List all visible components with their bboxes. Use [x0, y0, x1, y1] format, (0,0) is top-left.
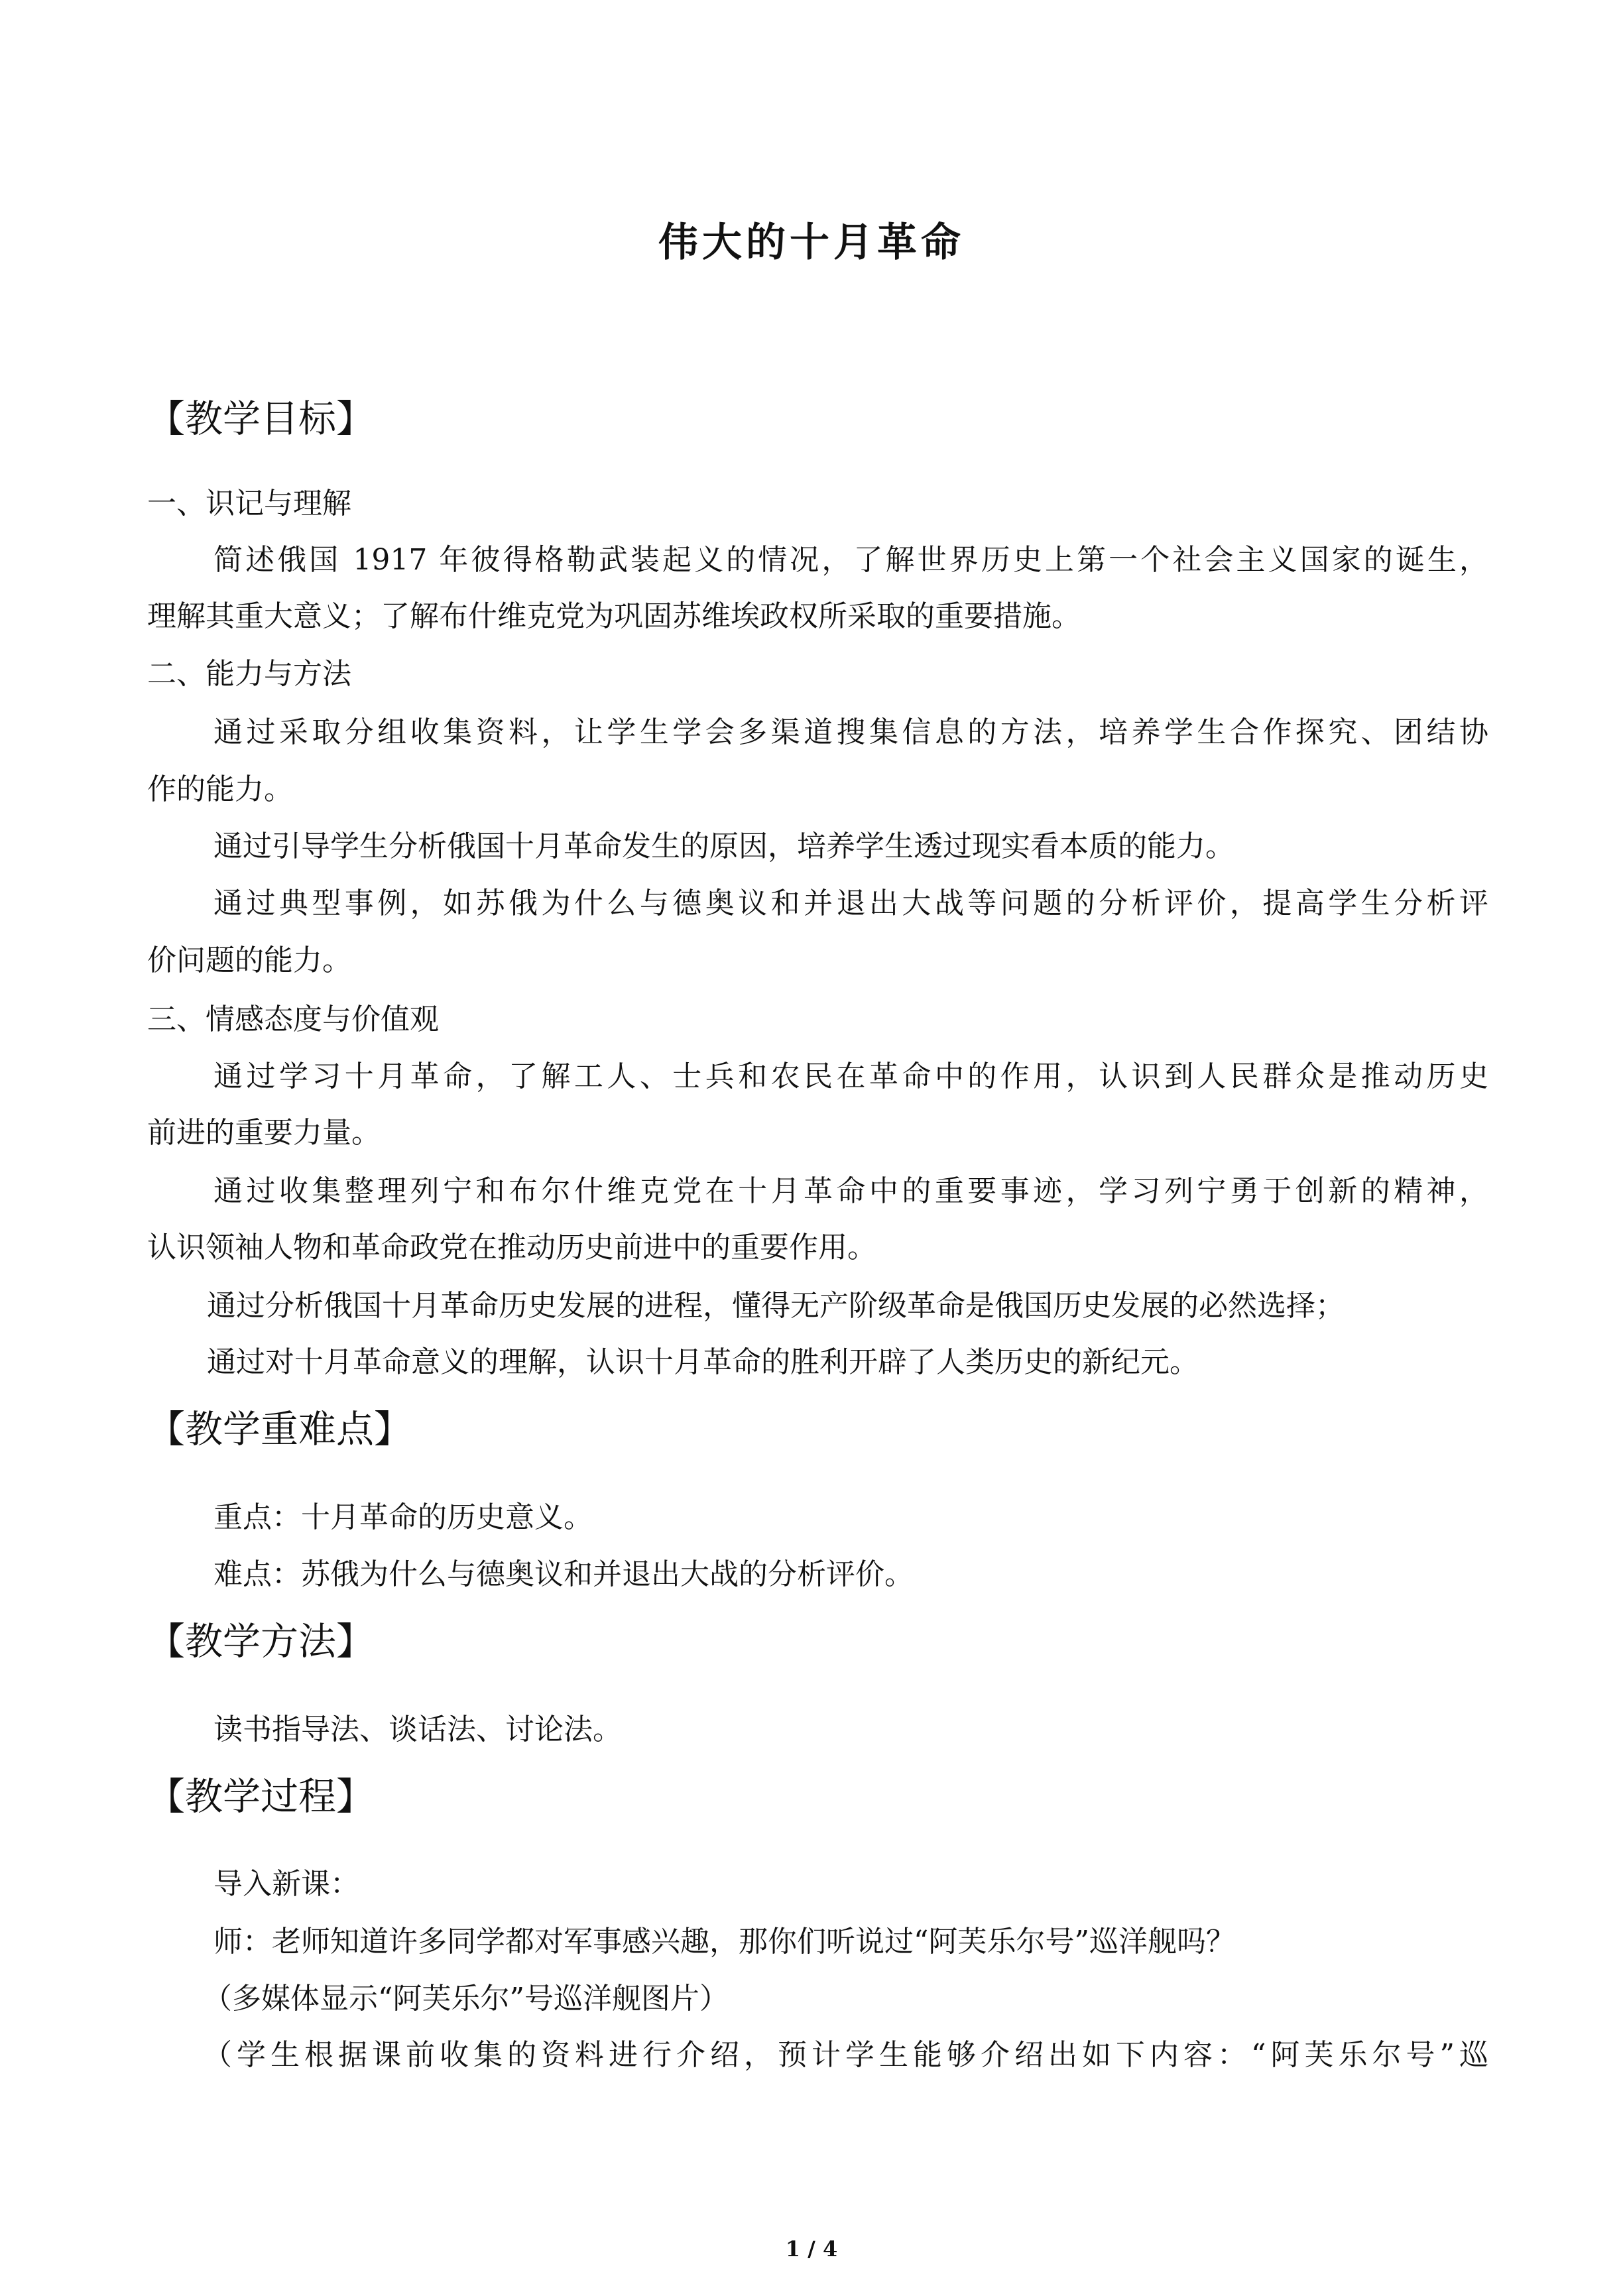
- intro-line: 导入新课：: [213, 1867, 359, 1901]
- paragraph-line: 通过典型事例，如苏俄为什么与德奥议和并退出大战等问题的分析评价，提高学生分析评: [213, 886, 1488, 920]
- student-line: （学生根据课前收集的资料进行介绍，预计学生能够介绍出如下内容：“阿芙乐尔号”巡: [203, 2038, 1488, 2072]
- methods-line: 读书指导法、谈话法、讨论法。: [213, 1713, 622, 1746]
- paragraph-line: 作的能力。: [147, 772, 293, 806]
- paragraph-line: 通过引导学生分析俄国十月革命发生的原因，培养学生透过现实看本质的能力。: [213, 829, 1234, 863]
- paragraph-line: 通过分析俄国十月革命历史发展的进程，懂得无产阶级革命是俄国历史发展的必然选择；: [207, 1289, 1345, 1323]
- section-heading-goals: 【教学目标】: [147, 397, 374, 441]
- media-line: （多媒体显示“阿芙乐尔”号巡洋舰图片）: [203, 1982, 729, 2016]
- paragraph-line: 通过学习十月革命，了解工人、士兵和农民在革命中的作用，认识到人民群众是推动历史: [213, 1059, 1488, 1093]
- page-number: 1 / 4: [785, 2236, 838, 2262]
- section-heading-key-points: 【教学重难点】: [147, 1408, 412, 1451]
- document-title: 伟大的十月革命: [658, 219, 965, 266]
- paragraph-line: 通过对十月革命意义的理解，认识十月革命的胜利开辟了人类历史的新纪元。: [207, 1345, 1199, 1379]
- subheading-attitude: 三、情感态度与价值观: [147, 1002, 439, 1036]
- paragraph-line: 前进的重要力量。: [147, 1116, 381, 1150]
- difficulty-line: 难点：苏俄为什么与德奥议和并退出大战的分析评价。: [213, 1557, 914, 1591]
- subheading-ability: 二、能力与方法: [147, 657, 351, 691]
- section-heading-methods: 【教学方法】: [147, 1620, 374, 1663]
- paragraph-line: 简述俄国 1917 年彼得格勒武装起义的情况，了解世界历史上第一个社会主义国家的诞生，: [213, 543, 1488, 577]
- paragraph-line: 通过收集整理列宁和布尔什维克党在十月革命中的重要事迹，学习列宁勇于创新的精神，: [213, 1174, 1488, 1208]
- paragraph-line: 价问题的能力。: [147, 943, 351, 977]
- focus-line: 重点：十月革命的历史意义。: [213, 1500, 593, 1534]
- paragraph-line: 理解其重大意义；了解布什维克党为巩固苏维埃政权所采取的重要措施。: [147, 599, 1081, 633]
- teacher-line: 师：老师知道许多同学都对军事感兴趣，那你们听说过“阿芙乐尔号”巡洋舰吗？: [213, 1925, 1235, 1959]
- paragraph-line: 认识领袖人物和革命政党在推动历史前进中的重要作用。: [147, 1231, 876, 1264]
- section-heading-process: 【教学过程】: [147, 1775, 374, 1819]
- paragraph-line: 通过采取分组收集资料，让学生学会多渠道搜集信息的方法，培养学生合作探究、团结协: [213, 715, 1488, 749]
- subheading-memorize: 一、识记与理解: [147, 487, 351, 520]
